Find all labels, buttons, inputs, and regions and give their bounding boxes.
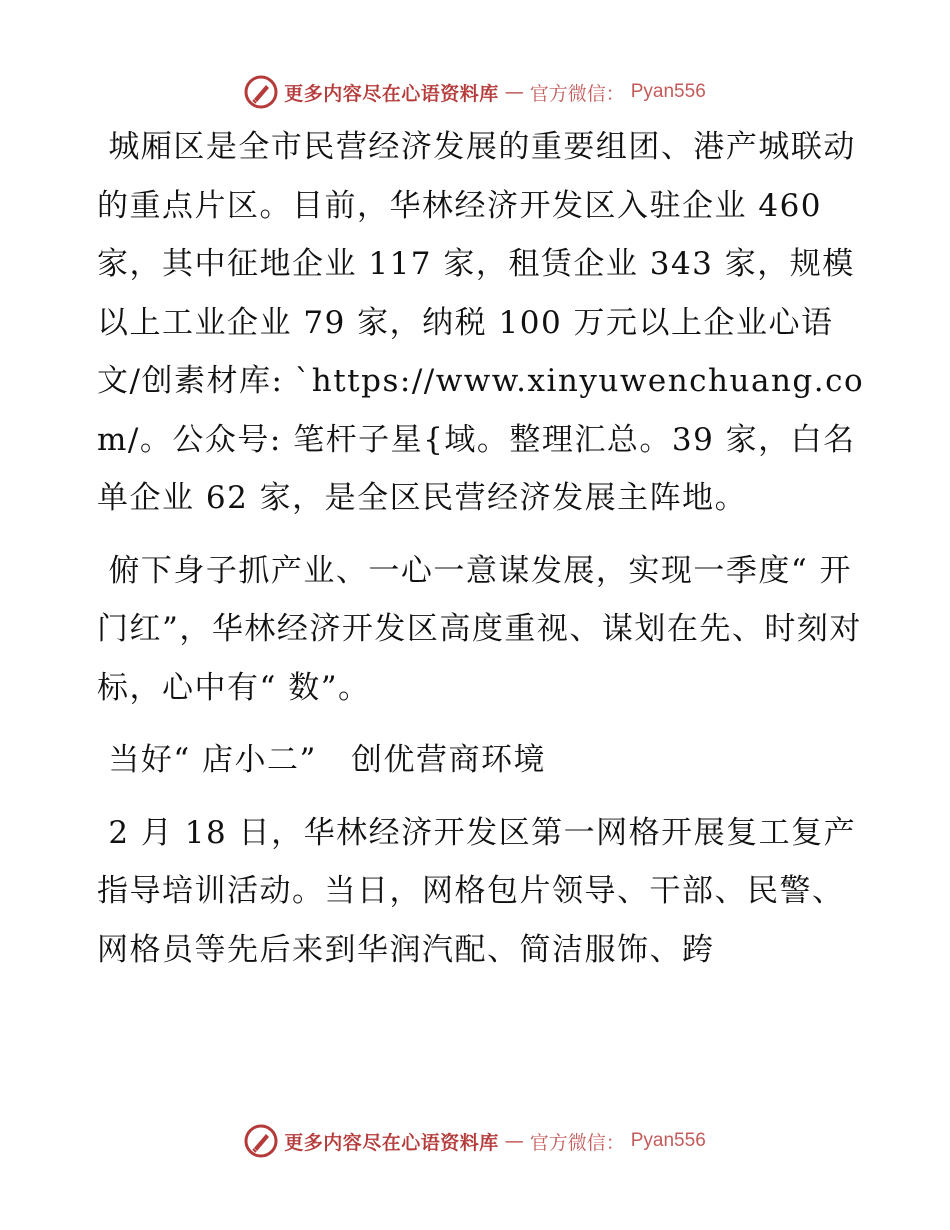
pen-nib-logo-icon [244,75,278,109]
document-body [97,118,867,979]
banner-separator: — [504,1130,524,1152]
pen-nib-logo-icon [244,1124,278,1158]
banner-wechat-id: Pyan556 [630,1130,706,1151]
watermark-banner-bottom [0,1121,950,1161]
section-heading: 当好“ 店小二” 创优营商环境 [97,742,546,778]
paragraph-development: 俯下身子抓产业、一心一意谋发展，实现一季度“ 开门红”，华林经济开发区高度重视、谋划在先、时刻对标，心中有“ 数”。 [97,552,862,706]
banner-wechat-label: 官方微信： [529,1131,625,1154]
banner-wechat-label: 官方微信： [529,82,625,105]
banner-brand-text: 更多内容尽在心语资料库 [284,82,499,105]
watermark-banner-top [0,72,950,112]
paragraph-overview: 城厢区是全市民营经济发展的重要组团、港产城联动的重点片区。目前，华林经济开发区入驻企业 460 家，其中征地企业 117 家，租赁企业 343 家，规模以上工业企业 79 家，纳税 100 万元以上企业心语文/创素材库: `https://www.xinyuwenchuang.com/。公众号: 笔杆子星{域。整理汇总。39 家，白名单企业 62 家，是全区民营经济发展主阵地。 [97,129,865,516]
paragraph-activity: 2 月 18 日，华林经济开发区第一网格开展复工复产指导培训活动。当日，网格包片领导、干部、民警、网格员等先后来到华润汽配、简洁服饰、跨 [97,814,857,968]
banner-wechat-id: Pyan556 [630,81,706,102]
banner-separator: — [504,81,524,103]
banner-brand-text: 更多内容尽在心语资料库 [284,1131,499,1154]
